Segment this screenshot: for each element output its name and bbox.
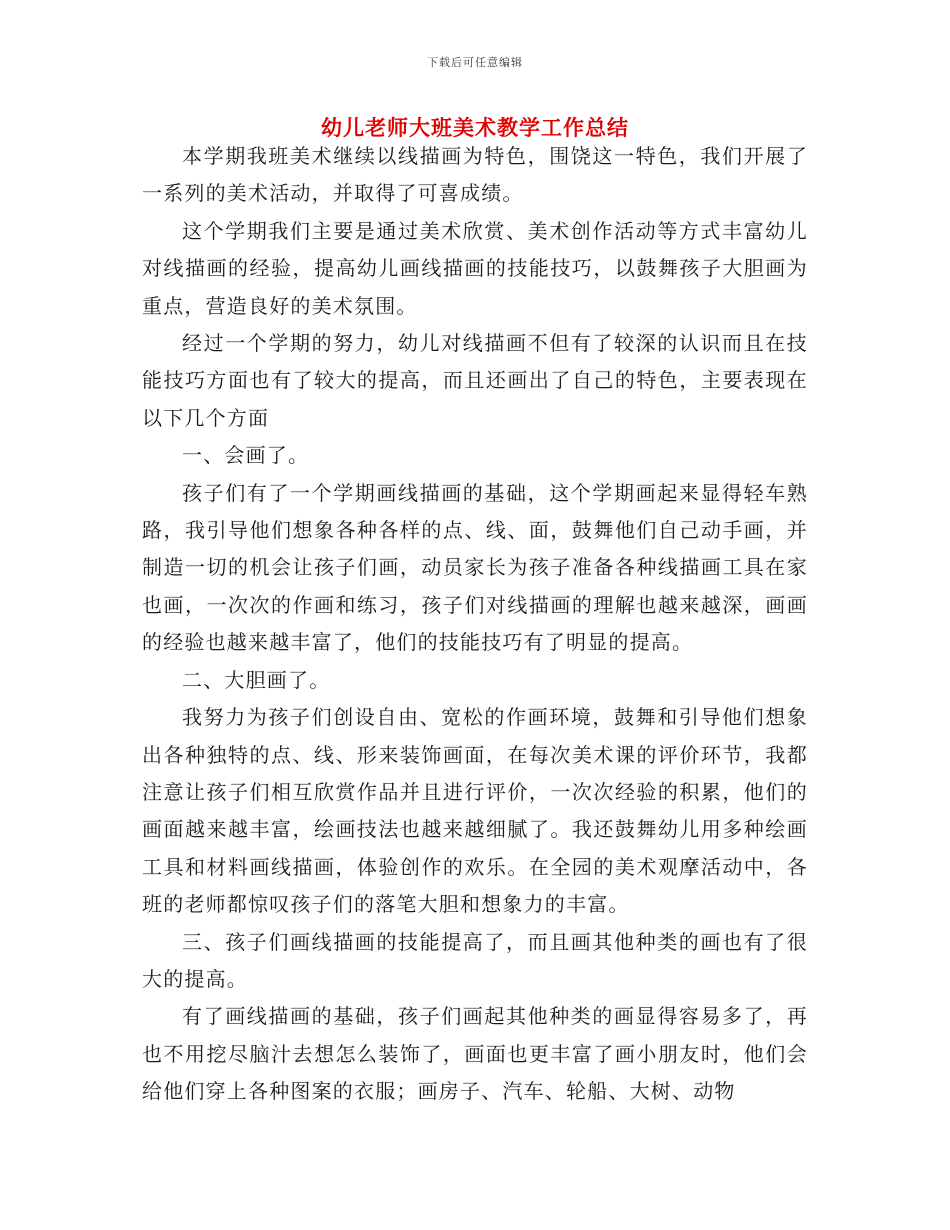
paragraph-approach: 这个学期我们主要是通过美术欣赏、美术创作活动等方式丰富幼儿对线描画的经验，提高幼儿画线描画的技能技巧，以鼓舞孩子大胆画为重点，营造良好的美术氛围。 xyxy=(142,218,808,318)
header-note: 下载后可任意编辑 xyxy=(427,56,523,69)
section-heading-2: 二、大胆画了。 xyxy=(182,667,331,692)
paragraph-section-3: 有了画线描画的基础，孩子们画起其他种类的画显得容易多了，再也不用挖尽脑汁去想怎么装饰了，画面也更丰富了画小朋友时，他们会给他们穿上各种图案的衣服；画房子、汽车、轮船、大树、动物 xyxy=(142,1004,808,1104)
paragraph-section-1: 孩子们有了一个学期画线描画的基础，这个学期画起来显得轻车熟路，我引导他们想象各种各样的点、线、面，鼓舞他们自己动手画，并制造一切的机会让孩子们画，动员家长为孩子准备各种线描画工具在家也画，一次次的作画和练习，孩子们对线描画的理解也越来越深，画画的经验也越来越丰富了，他们的技能技巧有了明显的提高。 xyxy=(142,480,808,655)
document-title: 幼儿老师大班美术教学工作总结 xyxy=(321,115,629,140)
section-heading-1: 一、会画了。 xyxy=(182,443,310,468)
section-heading-3: 三、孩子们画线描画的技能提高了，而且画其他种类的画也有了很大的提高。 xyxy=(142,929,808,991)
paragraph-intro: 本学期我班美术继续以线描画为特色，围饶这一特色，我们开展了一系列的美术活动，并取得了可喜成绩。 xyxy=(142,144,808,206)
paragraph-section-2: 我努力为孩子们创设自由、宽松的作画环境，鼓舞和引导他们想象出各种独特的点、线、形来装饰画面，在每次美术课的评价环节，我都注意让孩子们相互欣赏作品并且进行评价，一次次经验的积累，他们的画面越来越丰富，绘画技法也越来越细腻了。我还鼓舞幼儿用多种绘画工具和材料画线描画，体验创作的欢乐。在全园的美术观摩活动中，各班的老师都惊叹孩子们的落笔大胆和想象力的丰富。 xyxy=(142,705,808,917)
paragraph-results: 经过一个学期的努力，幼儿对线描画不但有了较深的认识而且在技能技巧方面也有了较大的提高，而且还画出了自己的特色，主要表现在以下几个方面 xyxy=(142,331,808,430)
document-body xyxy=(142,138,808,1111)
